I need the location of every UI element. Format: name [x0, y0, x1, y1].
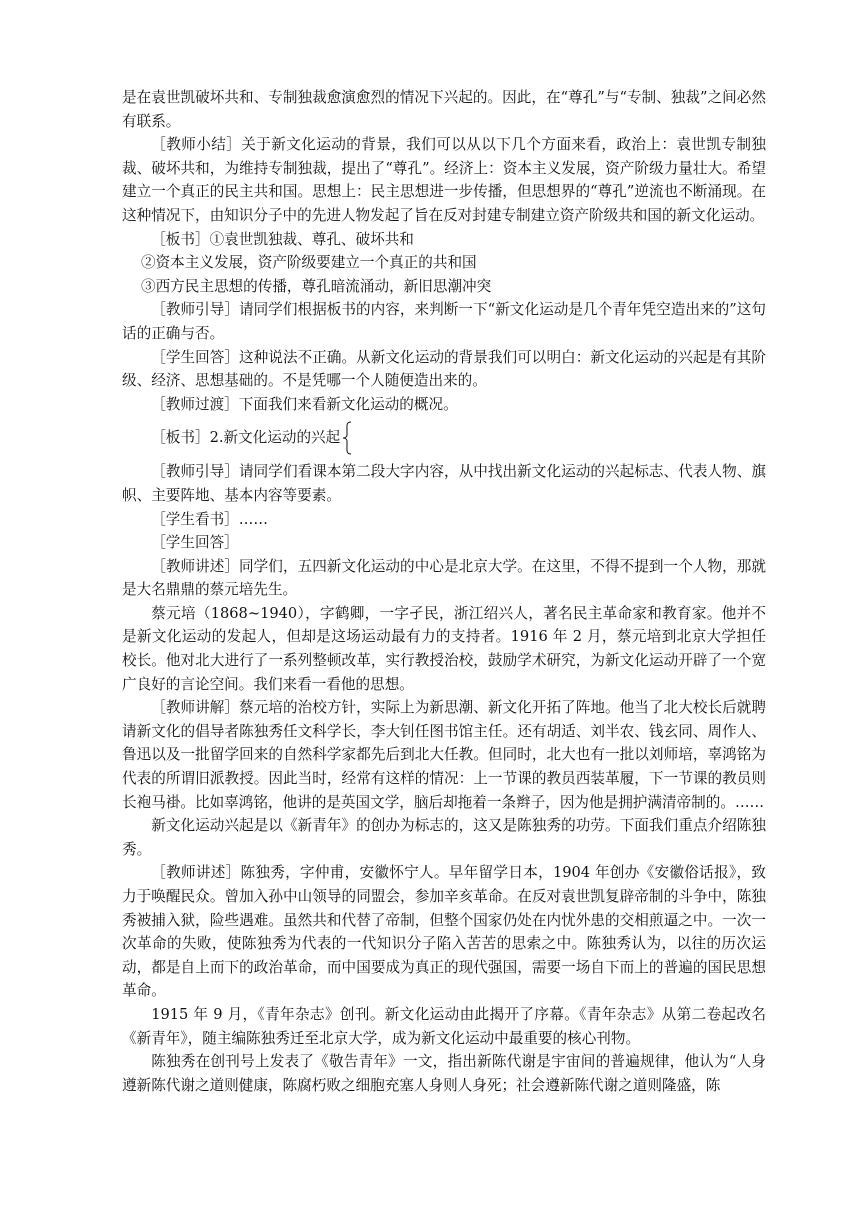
paragraph-student-reading: ［学生看书］……	[151, 510, 268, 528]
paragraph-teacher-transition: ［教师过渡］下面我们来看新文化运动的概况。	[151, 395, 458, 413]
board-note-rise-text: ［板书］2.新文化运动的兴起	[151, 429, 341, 447]
board-note-3: ③西方民主思想的传播，尊孔暗流涌动，新旧思潮冲突	[140, 277, 492, 295]
paragraph-youth-magazine: 1915 年 9 月，《青年杂志》创刊。新文化运动由此揭开了序幕。《青年杂志》从第二卷起改名《新青年》，随主编陈独秀迁至北京大学，成为新文化运动中最重要的核心刊物。	[122, 1005, 766, 1047]
paragraph-teacher-explanation: ［教师讲解］蔡元培的治校方针，实际上为新思潮、新文化开拓了阵地。他当了北大校长后就聘请新文化的倡导者陈独秀任文科学长，李大钊任图书馆主任。还有胡适、刘半农、钱玄同、周作人、鲁迅以及一批留学回来的自然科学家都先后到北大任教。但同时，北大也有一批以刘师培，辜鸿铭为代表的所谓旧派教授。因此当时，经常有这样的情况：上一节课的教员西装革履，下一节课的教员则长袍马褂。比如辜鸿铭，他讲的是英国文学，脑后却拖着一条辫子，因为他是拥护满清帝制的。……	[122, 699, 766, 811]
paragraph-student-answer-2: ［学生回答］	[151, 534, 239, 552]
paragraph-teacher-narration: ［教师讲述］同学们，五四新文化运动的中心是北京大学。在这里，不得不提到一个人物，那就是大名鼎鼎的蔡元培先生。	[122, 557, 766, 599]
board-note-1: ［板书］①袁世凯独裁、尊孔、破坏共和	[151, 230, 414, 248]
document-body	[122, 86, 766, 1097]
paragraph-teacher-summary: ［教师小结］关于新文化运动的背景，我们可以从以下几个方面来看，政治上：袁世凯专制独裁、破坏共和，为维持专制独裁，提出了“尊孔”。经济上：资本主义发展，资产阶级力量壮大。希望建立一个真正的民主共和国。思想上：民主思想进一步传播，但思想界的“尊孔”逆流也不断涌现。在这种情况下，由知识分子中的先进人物发起了旨在反对封建专制建立资产阶级共和国的新文化运动。	[122, 136, 766, 224]
paragraph-cai-yuanpei: 蔡元培（1868~1940），字鹤卿，一字孑民，浙江绍兴人，著名民主革命家和教育家。他并不是新文化运动的发起人，但却是这场运动最有力的支持者。1916 年 2 月，蔡元培到北京大学担任校长。他对北大进行了一系列整顿改革，实行教授治校，鼓励学术研究，为新文化运动开辟了一个宽广良好的言论空间。我们来看一看他的思想。	[122, 604, 766, 693]
paragraph-chen-duxiu: ［教师讲述］陈独秀，字仲甫，安徽怀宁人。早年留学日本，1904 年创办《安徽俗话报》，致力于唤醒民众。曾加入孙中山领导的同盟会，参加辛亥革命。在反对袁世凯复辟帝制的斗争中，陈独秀被捕入狱，险些遇难。虽然共和代替了帝制，但整个国家仍处在内忧外患的交相煎逼之中。一次一次革命的失败，使陈独秀为代表的一代知识分子陷入苦苦的思索之中。陈独秀认为，以往的历次运动，都是自上而下的政治革命，而中国要成为真正的现代强国，需要一场自下而上的普遍的国民思想革命。	[122, 864, 766, 1000]
paragraph-teacher-guide: ［教师引导］请同学们根据板书的内容，来判断一下“新文化运动是几个青年凭空造出来的”这句话的正确与否。	[122, 301, 766, 342]
paragraph-warning-youth: 陈独秀在创刊号上发表了《敬告青年》一文，指出新陈代谢是宇宙间的普遍规律，他认为“人身遵新陈代谢之道则健康，陈腐朽败之细胞充塞人身则人身死；社会遵新陈代谢之道则隆盛，陈	[122, 1053, 766, 1094]
board-note-2: ②资本主义发展，资产阶级要建立一个真正的共和国	[140, 254, 477, 272]
paragraph-student-answer: ［学生回答］这种说法不正确。从新文化运动的背景我们可以明白：新文化运动的兴起是有其阶级、经济、思想基础的。不是凭哪一个人随便造出来的。	[122, 348, 766, 390]
paragraph-teacher-guide-2: ［教师引导］请同学们看课本第二段大字内容，从中找出新文化运动的兴起标志、代表人物、旗帜、主要阵地、基本内容等要素。	[122, 463, 766, 504]
board-note-rise	[122, 416, 766, 460]
paragraph-new-youth: 新文化运动兴起是以《新青年》的创办为标志的，这又是陈独秀的功劳。下面我们重点介绍陈独秀。	[122, 817, 766, 858]
brace-icon	[342, 421, 352, 455]
paragraph-continuation: 是在袁世凯破坏共和、专制独裁愈演愈烈的情况下兴起的。因此，在“尊孔”与“专制、独裁”之间必然有联系。	[122, 89, 766, 130]
